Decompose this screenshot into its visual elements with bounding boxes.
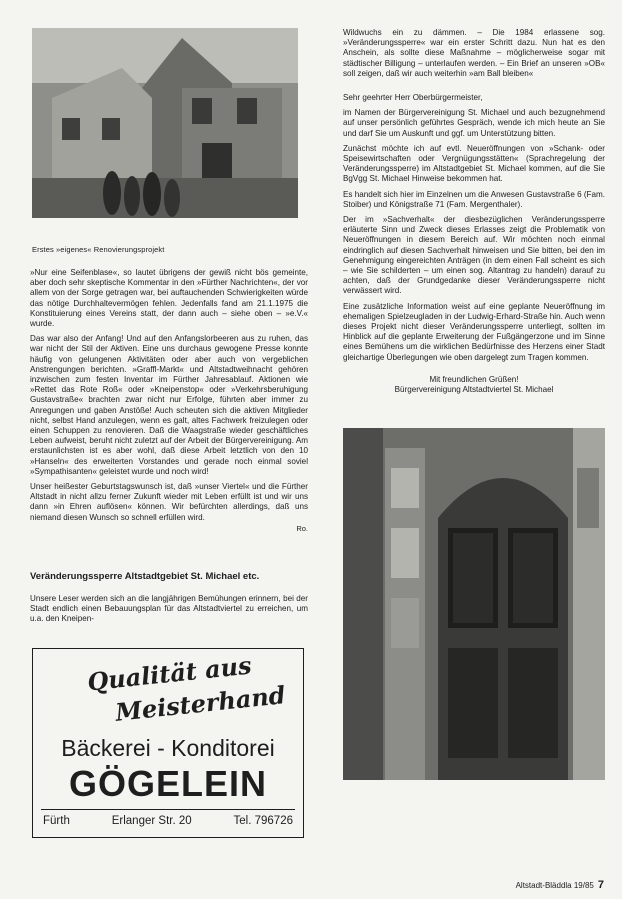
closing-greeting: Mit freundlichen Grüßen! [429,374,519,384]
article-paragraph: Das war also der Anfang! Und auf den Anfangslorbeeren aus zu ruhen, das war nicht der Stil der Aktiven. Eine uns durchaus gewogene Presse konnte häufig von gelungenen Aktivitäten oder aber auch von vergeblichen Anstrengungen berichten. »Graffl-Markt« und Altstadtweihnacht gehören inzwischen zum festen Inventar im Fürther Jahresablauf. Aktionen wie »Rettet das Rote Roß« oder »Kneipenstop« oder »Verkehrsberuhigung Gustavstraße« brachten zwar nicht nur Erfolge, führten aber immer zu Anregungen und gaben Anstöße! Auch scheuten sich die aktiven Mitglieder nicht, selbst Hand anzulegen, wenn es galt, altes Fachwerk freizulegen oder einen Schuppen zu renovieren. Daß die Waagstraße wieder geschäftliches Leben aufweist, beruht nicht zuletzt auf der Arbeit der Bürgervereinigung. Am erstaunlichsten ist es aber wohl, daß diese Arbeit letztlich von den 10 »Hanseln« des erweiterten Vorstandes und gerade noch einmal soviel »Sympathisanten« geleistet wurde und noch wird! [30,334,308,476]
ad-phone: Tel. 796726 [233,815,293,828]
letter-paragraph: Es handelt sich hier im Einzelnen um die Anwesen Gustavstraße 6 (Fam. Stoiber) und Königstraße 71 (Fam. Mergenthaler). [343,189,605,209]
photo-caption: Erstes »eigenes« Renovierungsprojekt [32,245,165,254]
article-continuation: Wildwuchs ein zu dämmen. – Die 1984 erlassene sog. »Veränderungssperre« war ein erster Schritt dazu. Nun hat es den Anschein, als sollte diese Maßnahme – möglicherweise sogar mit städtischer Billigung – unterlaufen werden. – Ein Brief an unseren »OB« soll zeigen, daß wir auch weiterhin »am Ball bleiben« [343,28,605,78]
article-paragraph: »Nur eine Seifenblase«, so lautet übrigens der gewiß nicht bös gemeinte, aber doch sehr skeptische Kommentar in den »Fürther Nachrichten«, der vor allem von der Sorge getragen war, bei auftauchenden Schwierigkeiten würde das nötige Durchhaltevermögen fehlen. Jedenfalls fand am 21.1.1975 die Konstituierung eines Vereins statt, der dann auch – siehe oben – »e.V.« wurde. [30,268,308,329]
ad-slogan-line2: Meisterhand [113,680,287,728]
publication-name: Altstadt-Bläddla 19/85 [515,881,594,890]
letter-paragraph: Eine zusätzliche Information weist auf eine geplante Neueröffnung im ehemaligen Spielzeugladen in der Ludwig-Erhard-Straße hin. Auch wenn dieses Projekt nicht dieser Veränderungssperre unterliegt, sollten im Hinblick auf die geplante Erweiterung der Fußgängerzone und im Sinne eines Bemühens um die wirklichen Bedürfnisse des Herzens einer Stadt gleichartige Überlegungen wie oben dargelegt zum Tragen kommen. [343,301,605,362]
letter-paragraph: Zunächst möchte ich auf evtl. Neueröffnungen von »Schank- oder Speisewirtschaften oder Vergnügungsstätten« (Sprachregelung der Veränderungssperre) im Altstadtgebiet St. Michael kommen, auf die Sie BgVgg St. Michael Hinweise bekommen hat. [343,143,605,184]
door-photo [343,428,605,780]
ad-slogan-line1: Qualität aus [85,650,253,698]
article-heading: Veränderungssperre Altstadtgebiet St. Michael etc. [30,570,260,582]
article-paragraph: Unser heißester Geburtstagswunsch ist, daß »unser Viertel« und die Fürther Altstadt in nicht allzu ferner Zukunft wieder mit Leben erfüllt ist und wir uns dann »in Ehren auflösen« können. Wir befürchten allerdings, daß uns niemand diesen Wunsch so schnell erfüllen wird. [30,482,308,522]
closing-organization: Bürgervereinigung Altstadtviertel St. Michael [394,385,554,395]
ad-divider [41,809,295,810]
ad-street: Erlanger Str. 20 [111,815,192,828]
page-number: 7 [597,879,604,891]
left-column [30,28,308,838]
ad-city: Fürth [43,815,70,828]
page-footer [516,879,604,891]
letter-paragraph: im Namen der Bürgervereinigung St. Michael und auch bezugnehmend auf unser persönlich geführtes Gespräch, wende ich mich heute an Sie und darf Sie um Auskunft und ggf. um Unterstützung bitten. [343,108,605,138]
letter-paragraph: Der im »Sachverhalt« der diesbezüglichen Veränderungssperre erläuterte Sinn und Zweck dieses Erlasses zeigt die Problematik von Neueröffnungen in diesem Bereich auf. Wir möchten noch einmal eindringlich auf diesen Sachverhalt hinweisen und Sie bitten, bei den im Genehmigung eingereichten Anträgen (in dem einen Fall scheint es sich – wie Sie schilderten – um einen sog. Altantrag zu handeln) darauf zu achten, daß der Grundgedanke dieser Veränderungssperre nicht verwässert wird. [343,215,605,296]
letter-closing [343,375,605,396]
article-intro: Unsere Leser werden sich an die langjährigen Bemühungen erinnern, bei der Stadt endlich einen Bebauungsplan für das Altstadtviertel zu erreichen, um u.a. den Kneipen- [30,593,308,624]
letter-salutation: Sehr geehrter Herr Oberbürgermeister, [343,93,483,103]
ad-contact-line [43,815,293,827]
right-column [343,28,605,780]
bakery-advertisement [32,648,304,838]
renovation-photo [32,28,298,218]
ad-business-type: Bäckerei - Konditorei [61,735,275,762]
renovation-photo-graphic [32,28,298,218]
ad-business-name: GÖGELEIN [68,763,268,805]
author-signature: Ro. [296,523,308,533]
door-photo-graphic [343,428,605,780]
